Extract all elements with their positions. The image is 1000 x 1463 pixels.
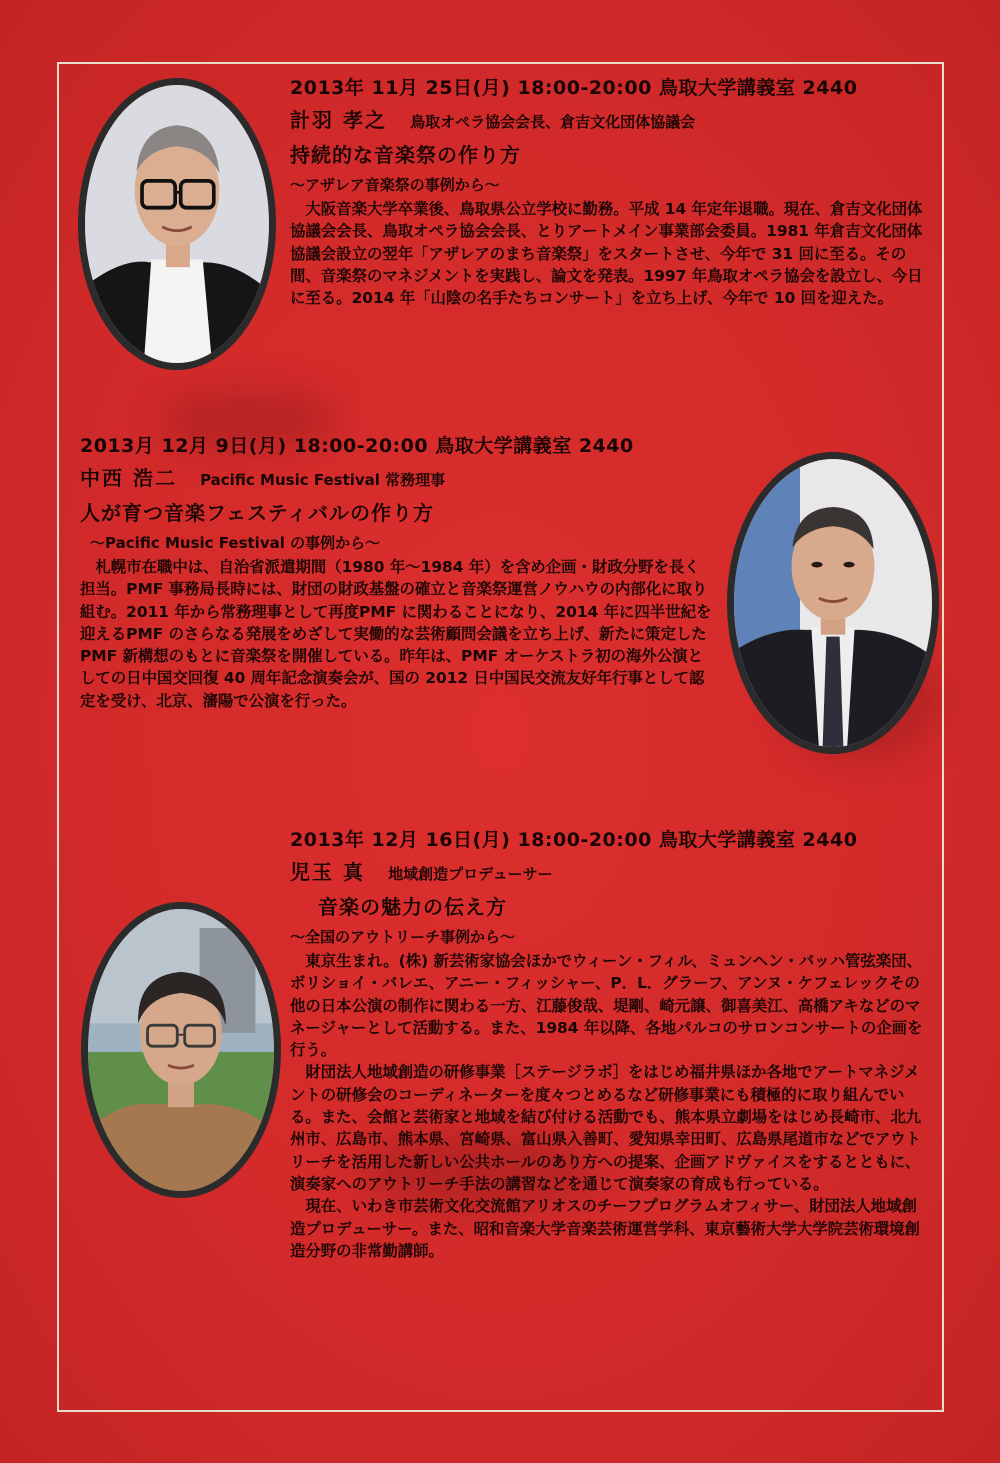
- bio-paragraph: 東京生まれ。(株) 新芸術家協会ほかでウィーン・フィル、ミュンヘン・バッハ管弦楽団、ボリショイ・バレエ、アニー・フィッシャー、P．L．グラーフ、アンヌ・ケフェレックその他の日本公演の制作に関わる一方、江藤俊哉、堤剛、崎元譲、御喜美江、高橋アキなどのマネージャーとして活動する。また、1984 年以降、各地パルコのサロンコンサートの企画を行う。: [290, 952, 923, 1060]
- session-date-venue: 2013年 11月 25日(月) 18:00-20:00 鳥取大学講義室 2440: [290, 77, 858, 99]
- speaker-role: 地域創造プロデューサー: [388, 865, 553, 883]
- speaker-photo-1: [78, 78, 276, 370]
- lecture-title: 音楽の魅力の伝え方: [318, 895, 507, 919]
- speaker-line: [290, 104, 932, 133]
- bio-paragraph: 現在、いわき市芸術文化交流館アリオスのチーフプログラムオフィサー、財団法人地域創造プロデューサー。また、昭和音楽大学音楽芸術運営学科、東京藝術大学大学院芸術環境創造分野の非常勤講師。: [290, 1197, 920, 1260]
- speaker-photo-2: [727, 452, 939, 754]
- session-3: [290, 825, 932, 1262]
- speaker-name: 中西 浩二: [80, 466, 177, 490]
- session-date-venue: 2013年 12月 16日(月) 18:00-20:00 鳥取大学講義室 2440: [290, 829, 858, 851]
- session-date-venue: 2013月 12月 9日(月) 18:00-20:00 鳥取大学講義室 2440: [80, 435, 634, 457]
- bio-paragraph: 大阪音楽大学卒業後、鳥取県公立学校に勤務。平成 14 年定年退職。現在、倉吉文化団体協議会会長、鳥取オペラ協会会長、とりアートメイン事業部会委員。1981 年倉吉文化団体協議会設立の翌年「アザレアのまち音楽祭」をスタートさせ、今年で 31 回に至る。その間、音楽祭のマネジメントを実践し、論文を発表。1997 年鳥取オペラ協会を設立し、今日に至る。2014 年「山陰の名手たちコンサート」を立ち上げ、今年で 10 回を迎えた。: [290, 200, 923, 308]
- bio-paragraph: 財団法人地域創造の研修事業［ステージラボ］をはじめ福井県ほか各地でアートマネジメントの研修会のコーディネーターを度々つとめるなど研修事業にも積極的に取り組んでいる。また、会館と芸術家と地域を結び付ける活動でも、熊本県立劇場をはじめ長崎市、北九州市、広島市、熊本県、宮崎県、富山県入善町、愛知県幸田町、広島県尾道市などでアウトリーチを活用した新しい公共ホールのあり方への提案、企画アドヴァイスをするとともに、演奏家へのアウトリーチ手法の講習などを通じて演奏家の育成も行っている。: [290, 1063, 922, 1193]
- lecture-subtitle: ～アザレア音楽祭の事例から～: [290, 176, 500, 194]
- lecture-subtitle: ～全国のアウトリーチ事例から～: [290, 928, 516, 946]
- lecture-subtitle: ～Pacific Music Festival の事例から～: [90, 534, 381, 552]
- speaker-name: 児玉 真: [290, 860, 365, 884]
- speaker-photo-3: [81, 902, 281, 1198]
- speaker-bio: [80, 556, 715, 712]
- session-1: [290, 73, 932, 309]
- speaker-bio: [290, 198, 932, 309]
- session-2: [80, 431, 715, 712]
- lecture-title: 人が育つ音楽フェスティバルの作り方: [80, 501, 434, 525]
- bio-paragraph: 札幌市在職中は、自治省派遣期間（1980 年～1984 年）を含め企画・財政分野を長く担当。PMF 事務局長時には、財団の財政基盤の確立と音楽祭運営ノウハウの内部化に取り組む。2011 年から常務理事として再度PMF に関わることになり、2014 年に四半世紀を迎えるPMF のさらなる発展をめざして実働的な芸術顧問会議を立ち上げ、新たに策定したPMF 新構想のもとに音楽祭を開催している。昨年は、PMF オーケストラ初の海外公演としての日中国交回復 40 周年記念演奏会が、国の 2012 日中国民交流友好年行事として認定を受け、北京、瀋陽で公演を行った。: [80, 558, 712, 710]
- speaker-role: Pacific Music Festival 常務理事: [200, 471, 446, 489]
- speaker-line: [290, 856, 932, 885]
- speaker-role: 鳥取オペラ協会会長、倉吉文化団体協議会: [410, 113, 696, 131]
- speaker-line: [80, 462, 715, 491]
- speaker-bio: [290, 950, 932, 1262]
- lecture-title: 持続的な音楽祭の作り方: [290, 143, 521, 167]
- speaker-name: 計羽 孝之: [290, 108, 387, 132]
